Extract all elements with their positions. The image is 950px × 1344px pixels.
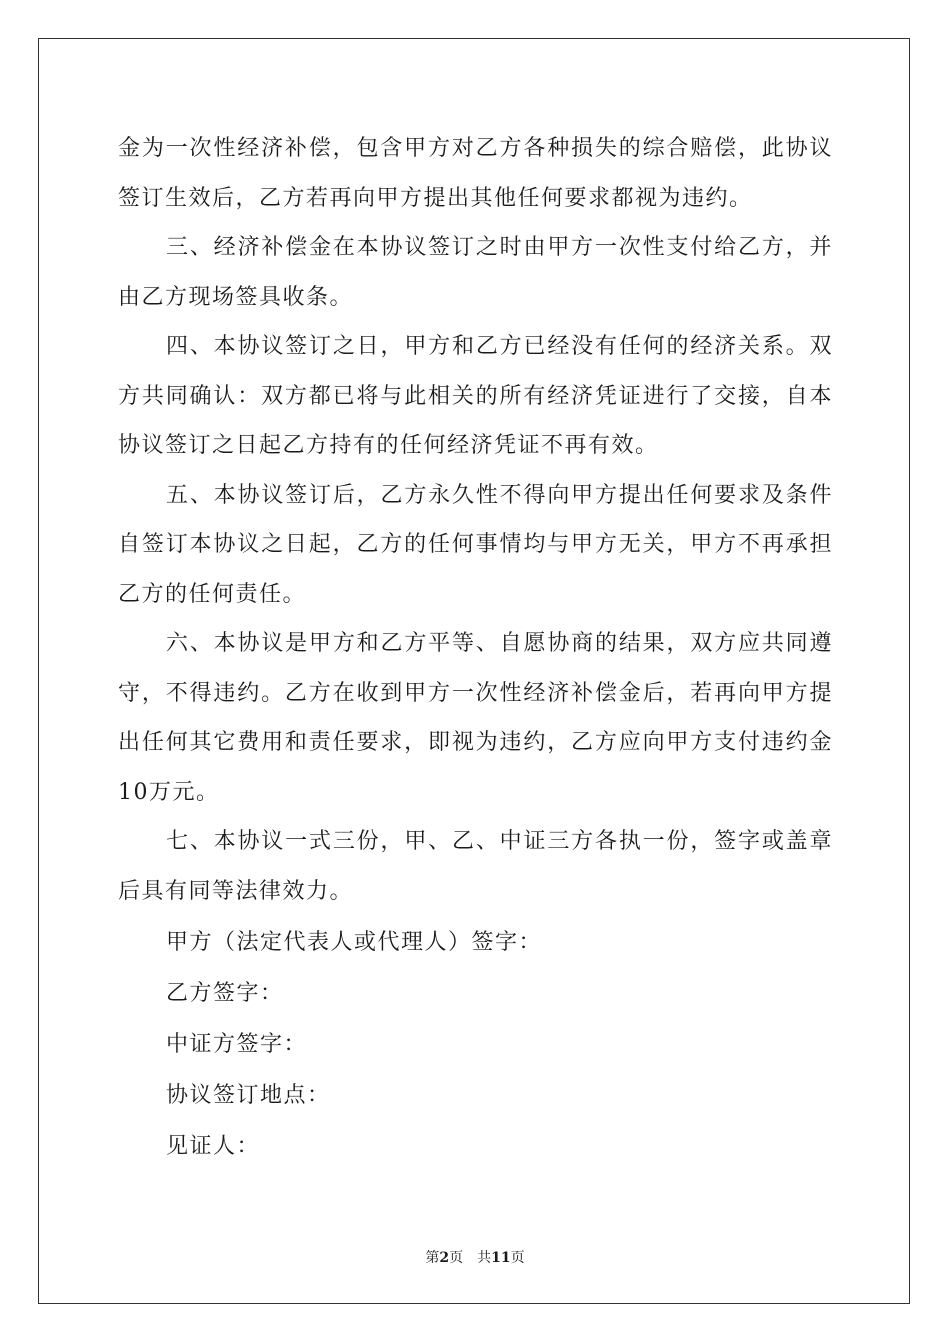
paragraph-continuation: 金为一次性经济补偿，包含甲方对乙方各种损失的综合赔偿，此协议签订生效后，乙方若再向甲方提出其他任何要求都视为违约。 <box>118 136 833 211</box>
page-suffix: 页 <box>449 1250 464 1266</box>
document-body <box>118 124 833 1172</box>
page-prefix: 第 <box>425 1250 440 1266</box>
paragraph-clause-4: 四、本协议签订之日，甲方和乙方已经没有任何的经济关系。双方共同确认：双方都已将与此相关的所有经济凭证进行了交接，自本协议签订之日起乙方持有的任何经济凭证不再有效。 <box>118 334 833 458</box>
paragraph-clause-5: 五、本协议签订后，乙方永久性不得向甲方提出任何要求及条件自签订本协议之日起，乙方的任何事情均与甲方无关，甲方不再承担乙方的任何责任。 <box>118 482 833 607</box>
signature-block <box>118 917 833 1172</box>
notary-signature-line: 中证方签字： <box>166 1032 308 1057</box>
paragraph-clause-7: 七、本协议一式三份，甲、乙、中证三方各执一份，签字或盖章后具有同等法律效力。 <box>118 829 833 904</box>
page-footer <box>0 1247 950 1267</box>
party-b-signature-line: 乙方签字： <box>166 981 284 1006</box>
total-prefix: 共 <box>477 1250 492 1266</box>
witness-line: 见证人： <box>166 1134 261 1159</box>
signing-location-line: 协议签订地点： <box>166 1083 331 1108</box>
page-number: 2 <box>439 1250 450 1266</box>
total-pages: 11 <box>491 1250 511 1266</box>
party-a-signature-line: 甲方（法定代表人或代理人）签字： <box>166 930 543 955</box>
paragraph-clause-3: 三、经济补偿金在本协议签订之时由甲方一次性支付给乙方，并由乙方现场签具收条。 <box>118 235 833 310</box>
total-suffix: 页 <box>510 1250 525 1266</box>
paragraph-clause-6: 六、本协议是甲方和乙方平等、自愿协商的结果，双方应共同遵守，不得违约。乙方在收到甲方一次性经济补偿金后，若再向甲方提出任何其它费用和责任要求，即视为违约，乙方应向甲方支付违约金10万元。 <box>118 631 833 805</box>
